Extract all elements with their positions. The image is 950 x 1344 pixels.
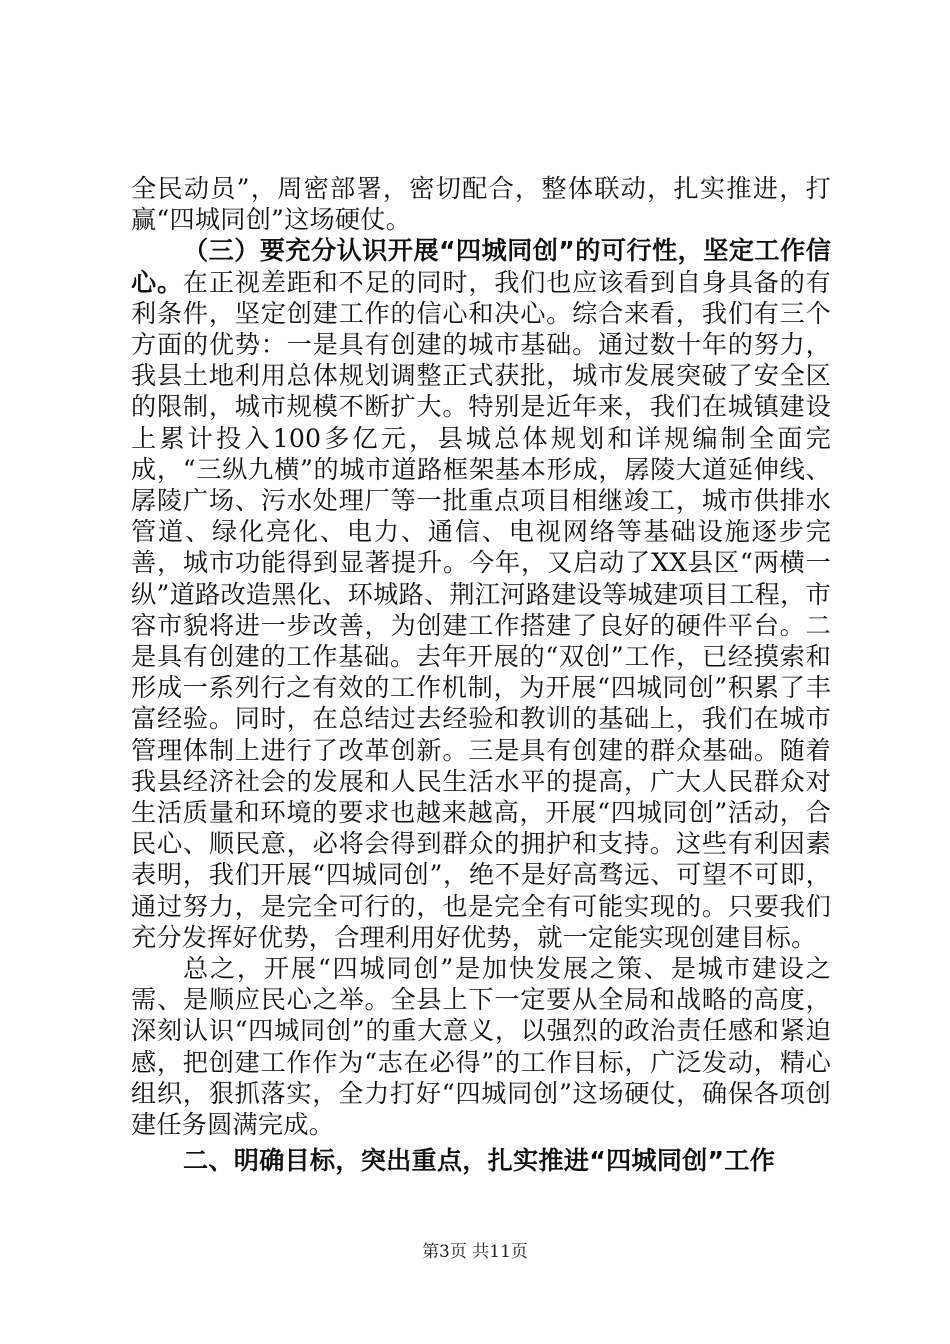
paragraph-summary: 总之，开展“四城同创”是加快发展之策、是城市建设之需、是顺应民心之举。全县上下一定要从全局和战略的高度，深刻认识“四城同创”的重大意义，以强烈的政治责任感和紧迫感，把创建工作作为“志在必得”的工作目标，广泛发动，精心组织，狠抓落实，全力打好“四城同创”这场硬仗，确保各项创建任务圆满完成。 — [131, 954, 831, 1140]
page-footer: 第3页 共11页 — [422, 1242, 528, 1262]
section-heading: 二、明确目标，突出重点，扎实推进“四城同创”工作 — [183, 1146, 776, 1176]
paragraph-feasibility-body: 在正视差距和不足的同时，我们也应该看到自身具备的有利条件，坚定创建工作的信心和决心。综合来看，我们有三个方面的优势：一是具有创建的城市基础。通过数十年的努力，我县土地利用总体规划调整正式获批，城市发展突破了安全区的限制，城市规模不断扩大。特别是近年来，我们在城镇建设上累计投入100多亿元，县城总体规划和详规编制全面完成，“三纵九横”的城市道路框架基本形成，孱陵大道延伸线、孱陵广场、污水处理厂等一批重点项目相继竣工，城市供排水管道、绿化亮化、电力、通信、电视网络等基础设施逐步完善，城市功能得到显著提升。今年，又启动了XX县区“两横一纵”道路改造黑化、环城路、荆江河路建设等城建项目工程，市容市貌将进一步改善，为创建工作搭建了良好的硬件平台。二是具有创建的工作基础。去年开展的“双创”工作，已经摸索和形成一系列行之有效的工作机制，为开展“四城同创”积累了丰富经验。同时，在总结过去经验和教训的基础上，我们在城市管理体制上进行了改革创新。三是具有创建的群众基础。随着我县经济社会的发展和人民生活水平的提高，广大人民群众对生活质量和环境的要求也越来越高，开展“四城同创”活动，合民心、顺民意，必将会得到群众的拥护和支持。这些有利因素表明，我们开展“四城同创”，绝不是好高骛远、可望不可即，通过努力，是完全可行的，也是完全有可能实现的。只要我们充分发挥好优势，合理利用好优势，就一定能实现创建目标。 — [131, 267, 832, 952]
paragraph-continuation: 全民动员”，周密部署，密切配合，整体联动，扎实推进，打赢“四城同创”这场硬仗。 — [131, 174, 831, 235]
paragraph-feasibility — [131, 235, 831, 953]
paragraph-feasibility-heading: （三）要充分认识开展“四城同创”的可行性，坚定工作信心。 — [131, 236, 831, 297]
document-body — [131, 173, 831, 1182]
